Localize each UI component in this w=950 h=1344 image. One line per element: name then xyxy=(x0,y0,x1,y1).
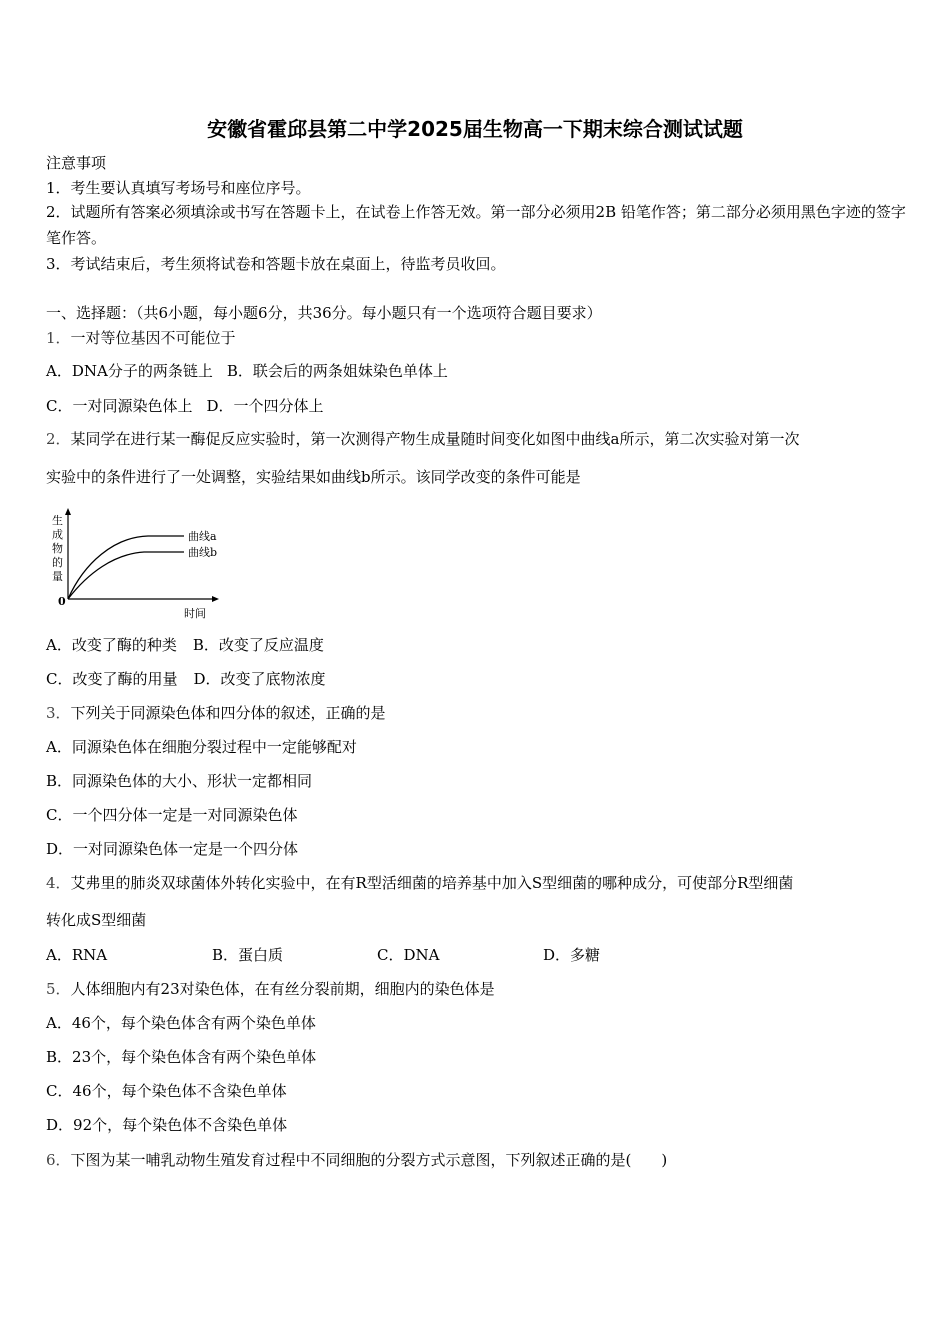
option-b: B．联会后的两条姐妹染色单体上 xyxy=(226,362,448,380)
option-d: D．一对同源染色体一定是一个四分体 xyxy=(46,840,299,858)
notice-item-2: 2．试题所有答案必须填涂或书写在答题卡上，在试卷上作答无效。第一部分必须用2B 铅笔作答；第二部分必须用黑色字迹的签字笔作答。 xyxy=(46,203,906,247)
option-b: B．同源染色体的大小、形状一定都相同 xyxy=(46,772,313,790)
option-a: A．改变了酶的种类 xyxy=(46,636,177,654)
enzyme-reaction-graph xyxy=(44,505,234,623)
option-c: C．改变了酶的用量 xyxy=(46,670,178,688)
y-label-char: 物 xyxy=(52,542,63,555)
curve-a-label: 曲线a xyxy=(188,530,217,543)
question-6 xyxy=(46,1149,667,1170)
option-b: B．23个，每个染色体含有两个染色单体 xyxy=(46,1048,317,1066)
option-a: A．同源染色体在细胞分裂过程中一定能够配对 xyxy=(46,738,357,756)
question-number: 6． xyxy=(46,1151,71,1169)
option-c: C．DNA xyxy=(377,946,440,964)
question-number: 2． xyxy=(46,430,71,448)
y-label-char: 的 xyxy=(52,556,63,569)
question-4 xyxy=(46,872,793,893)
y-label-char: 量 xyxy=(52,570,63,583)
curve-b-label: 曲线b xyxy=(188,546,218,559)
y-label-char: 生 xyxy=(52,514,63,527)
question-5 xyxy=(46,978,495,999)
notice-item-1: 1．考生要认真填写考场号和座位序号。 xyxy=(46,179,311,197)
option-a: A．DNA分子的两条链上 xyxy=(46,362,213,380)
notice-item-3: 3．考试结束后，考生须将试卷和答题卡放在桌面上，待监考员收回。 xyxy=(46,255,506,273)
question-stem: 人体细胞内有23对染色体，在有丝分裂前期，细胞内的染色体是 xyxy=(70,980,495,998)
option-b: B．蛋白质 xyxy=(212,946,284,964)
question-stem: 某同学在进行某一酶促反应实验时，第一次测得产物生成量随时间变化如图中曲线a所示，第二次实验对第一次 xyxy=(70,430,800,448)
option-a: A．46个，每个染色体含有两个染色单体 xyxy=(46,1014,316,1032)
option-d: D．一个四分体上 xyxy=(206,397,324,415)
origin-label: 0 xyxy=(58,595,66,608)
question-1 xyxy=(46,327,236,348)
option-c: C．46个，每个染色体不含染色单体 xyxy=(46,1082,287,1100)
question-4-stem-line-2: 转化成S型细菌 xyxy=(46,911,147,929)
y-axis-arrow xyxy=(65,508,71,515)
question-3 xyxy=(46,702,386,723)
q2-options-row-1 xyxy=(46,634,324,655)
notice-heading: 注意事项 xyxy=(46,154,107,172)
x-axis-arrow xyxy=(212,596,219,602)
question-stem: 一对等位基因不可能位于 xyxy=(70,329,236,347)
option-a: A．RNA xyxy=(46,946,108,964)
q2-options-row-2 xyxy=(46,668,326,689)
question-stem: 艾弗里的肺炎双球菌体外转化实验中，在有R型活细菌的培养基中加入S型细菌的哪种成分，可使部分R型细菌 xyxy=(70,874,794,892)
x-label: 时间 xyxy=(184,607,206,620)
page-title: 安徽省霍邱县第二中学2025届生物高一下期末综合测试试题 xyxy=(207,117,743,141)
option-b: B．改变了反应温度 xyxy=(192,636,324,654)
option-d: D．多糖 xyxy=(543,946,601,964)
option-d: D．改变了底物浓度 xyxy=(193,670,326,688)
q1-options-row-2 xyxy=(46,395,324,416)
question-2 xyxy=(46,428,800,449)
y-label-char: 成 xyxy=(52,528,63,541)
question-number: 4． xyxy=(46,874,71,892)
curve-b xyxy=(68,552,184,599)
q1-options-row-1 xyxy=(46,360,448,381)
option-c: C．一对同源染色体上 xyxy=(46,397,193,415)
question-stem: 下列关于同源染色体和四分体的叙述，正确的是 xyxy=(70,704,386,722)
question-2-stem-line-2: 实验中的条件进行了一处调整，实验结果如曲线b所示。该同学改变的条件可能是 xyxy=(46,468,581,486)
option-d: D．92个，每个染色体不含染色单体 xyxy=(46,1116,288,1134)
question-number: 1． xyxy=(46,329,71,347)
section-heading: 一、选择题：（共6小题，每小题6分，共36分。每小题只有一个选项符合题目要求） xyxy=(46,304,602,322)
question-number: 3． xyxy=(46,704,71,722)
curve-a xyxy=(68,536,184,599)
option-c: C．一个四分体一定是一对同源染色体 xyxy=(46,806,298,824)
question-stem: 下图为某一哺乳动物生殖发育过程中不同细胞的分裂方式示意图，下列叙述正确的是( ) xyxy=(70,1151,668,1169)
question-number: 5． xyxy=(46,980,71,998)
